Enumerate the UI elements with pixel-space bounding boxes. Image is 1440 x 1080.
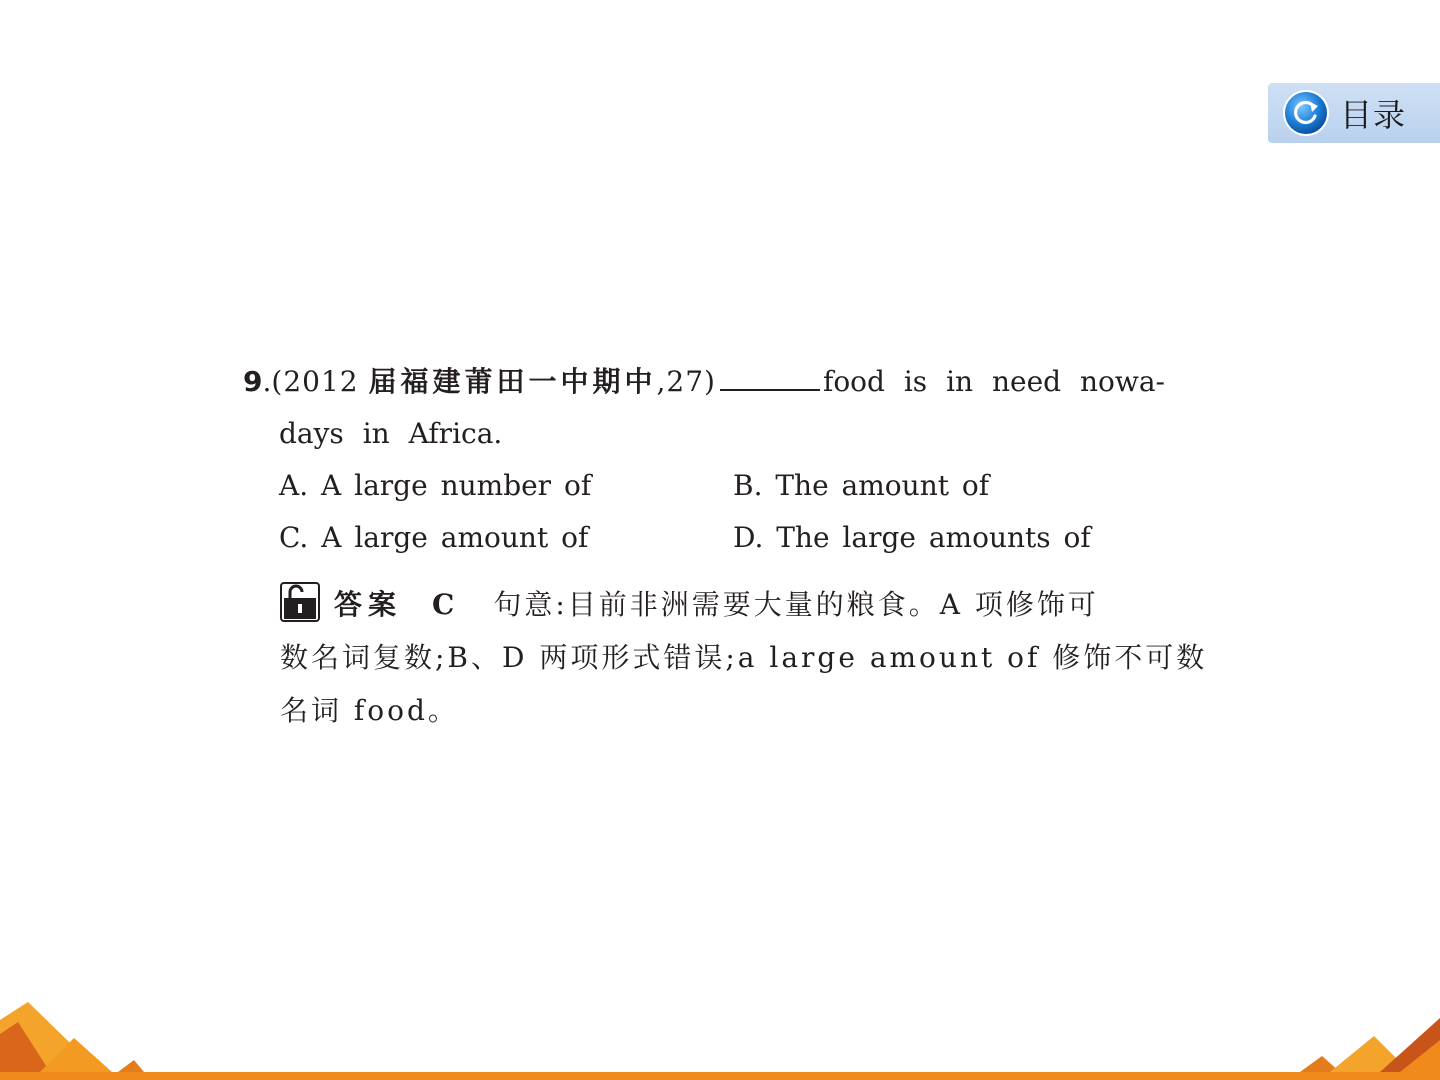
unlock-icon	[280, 582, 320, 622]
answer-label: 答案	[334, 588, 403, 621]
question-source-close: ,27)	[656, 365, 716, 398]
question-source-cjk: 届福建莆田一中期中	[368, 365, 657, 398]
answer-blank	[720, 359, 820, 391]
toc-label: 目录	[1340, 96, 1407, 134]
question-source-open: (2012	[271, 365, 369, 398]
answer-explanation-3: 名词 food。	[280, 694, 459, 727]
refresh-icon	[1282, 89, 1330, 137]
question-stem: food is in need nowa-	[822, 365, 1165, 398]
answer-explanation-1: 句意:目前非洲需要大量的粮食。A 项修饰可	[493, 588, 1099, 621]
bottom-decoration	[0, 1000, 1440, 1080]
answer-line-1	[280, 578, 1205, 631]
question-number-sep: .	[262, 365, 272, 398]
option-d: D. The large amounts of	[733, 521, 1091, 554]
answer-choice: C	[432, 588, 458, 621]
left-triangle-4	[118, 1060, 144, 1072]
option-b: B. The amount of	[733, 469, 990, 502]
answer-explanation-2: 数名词复数;B、D 两项形式错误;a large amount of 修饰不可数	[280, 641, 1208, 674]
option-a: A. A large number of	[279, 469, 592, 502]
question-block	[243, 356, 1203, 564]
option-c: C. A large amount of	[279, 521, 589, 554]
options	[243, 460, 1203, 564]
answer-block	[280, 578, 1208, 737]
question-stem-line-2: days in Africa.	[279, 417, 503, 450]
toc-button[interactable]	[1268, 83, 1440, 143]
bottom-stripe	[0, 1072, 1440, 1080]
question-source	[271, 365, 716, 398]
question-number: 9	[243, 365, 263, 398]
question-line-1	[243, 356, 1203, 408]
